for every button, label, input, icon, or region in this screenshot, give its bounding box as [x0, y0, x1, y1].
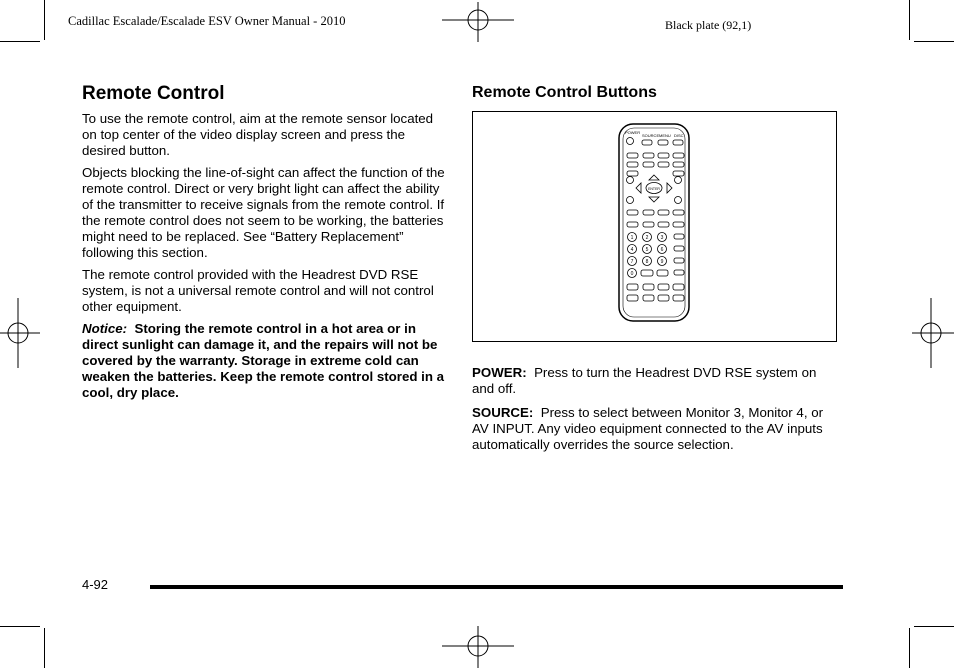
crop-mark	[44, 0, 45, 40]
paragraph: Objects blocking the line-of-sight can affect the function of the remote control. Direct or very bright light can affect the ability of the transmitter to receive signals from the remote control. If the remote control does not seem to be working, the batteries might need to be replaced. See “Battery Replacement” following this section.	[82, 165, 445, 260]
notice-label: Notice:	[82, 321, 128, 336]
keypad-0: 0	[630, 271, 634, 277]
keypad-1: 1	[630, 235, 634, 241]
paragraph: To use the remote control, aim at the remote sensor located on top center of the video display screen and press the desired button.	[82, 111, 434, 158]
crop-mark	[909, 0, 910, 40]
subsection-heading: Remote Control Buttons	[472, 84, 657, 101]
enter-button-label: ENTER	[648, 187, 660, 191]
power-description	[472, 365, 842, 397]
registration-mark	[442, 0, 514, 44]
keypad-9: 9	[660, 259, 664, 265]
plate-label: Black plate (92,1)	[665, 18, 752, 32]
power-button-label: POWER	[625, 130, 641, 135]
right-column	[472, 365, 842, 459]
source-term: SOURCE:	[472, 405, 534, 420]
keypad-6: 6	[660, 247, 664, 253]
keypad-4: 4	[630, 247, 634, 253]
disc-button-label: DISC	[674, 133, 684, 138]
keypad-3: 3	[660, 235, 664, 241]
footer-rule	[150, 585, 843, 589]
power-text: Press to turn the Headrest DVD RSE system on and off.	[472, 365, 817, 396]
notice-text: Storing the remote control in a hot area or in direct sunlight can damage it, and the repairs will not be covered by the warranty. Storage in extreme cold can weaken the batteries. Keep the remote control stored in a cool, dry place.	[82, 321, 445, 400]
manual-title: Cadillac Escalade/Escalade ESV Owner Manual - 2010	[68, 14, 346, 28]
section-heading: Remote Control	[82, 83, 225, 104]
notice	[82, 321, 447, 401]
registration-mark	[0, 298, 40, 368]
keypad-5: 5	[645, 247, 649, 253]
remote-control-illustration	[473, 112, 835, 340]
source-description	[472, 405, 842, 453]
crop-mark	[44, 628, 45, 668]
crop-mark	[914, 41, 954, 42]
crop-mark	[0, 41, 40, 42]
registration-mark	[442, 624, 514, 668]
registration-mark	[912, 298, 954, 368]
paragraph: The remote control provided with the Headrest DVD RSE system, is not a universal remote control and will not control other equipment.	[82, 267, 434, 314]
keypad-2: 2	[645, 235, 649, 241]
source-button-label: SOURCE	[642, 133, 660, 138]
source-text: Press to select between Monitor 3, Monitor 4, or AV INPUT. Any video equipment connected to the AV inputs automatically overrides the source selection.	[472, 405, 824, 452]
keypad-8: 8	[645, 259, 649, 265]
left-column	[82, 111, 447, 407]
menu-button-label: MENU	[659, 133, 671, 138]
crop-mark	[914, 626, 954, 627]
page-number: 4-92	[82, 577, 109, 592]
keypad-7: 7	[630, 259, 634, 265]
power-term: POWER:	[472, 365, 527, 380]
crop-mark	[0, 626, 40, 627]
remote-control-figure	[472, 111, 837, 342]
crop-mark	[909, 628, 910, 668]
